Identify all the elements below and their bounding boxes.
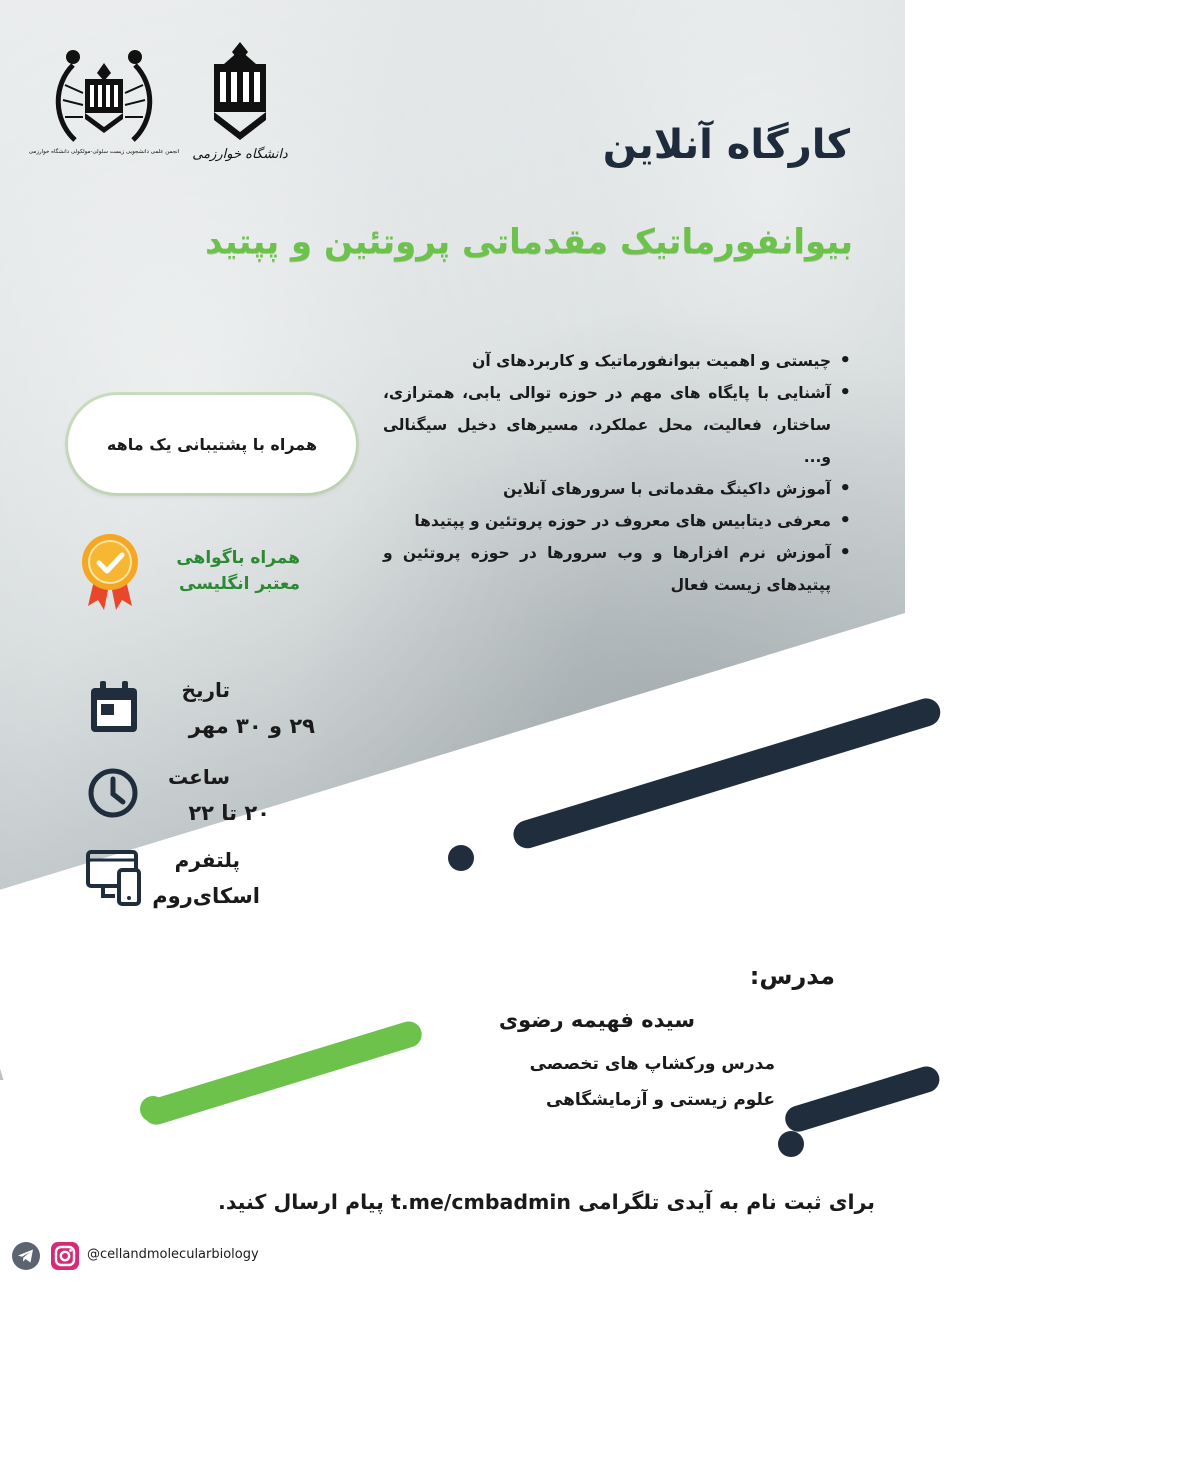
association-logo bbox=[28, 45, 180, 170]
university-logo-caption: دانشگاه خوارزمی bbox=[192, 147, 288, 162]
decorative-dot bbox=[140, 1096, 166, 1122]
platform-value: اسکای‌روم bbox=[152, 884, 260, 908]
page-subtitle: بیوانفورماتیک مقدماتی پروتئین و پپتید bbox=[205, 222, 853, 262]
clock-icon bbox=[85, 765, 145, 825]
decorative-dot bbox=[778, 1131, 804, 1157]
instagram-handle[interactable]: @cellandmolecularbiology bbox=[87, 1247, 259, 1262]
certificate-badge-icon bbox=[80, 532, 140, 612]
platform-label: پلتفرم bbox=[174, 848, 240, 872]
topic-item: • چیستی و اهمیت بیوانفورماتیک و کاربردهای آن bbox=[383, 345, 853, 377]
date-label: تاریخ bbox=[181, 678, 230, 702]
calendar-icon bbox=[85, 678, 145, 738]
certificate-line-1: همراه باگواهی bbox=[176, 548, 300, 568]
decorative-dot bbox=[448, 845, 474, 871]
topic-item: • آموزش داکینگ مقدماتی با سرورهای آنلاین bbox=[383, 473, 853, 505]
certificate-text bbox=[140, 545, 300, 597]
instagram-icon[interactable] bbox=[50, 1241, 80, 1271]
date-info bbox=[85, 678, 345, 758]
instructor-description bbox=[530, 1046, 775, 1118]
instructor-desc-line-1: مدرس ورکشاپ های تخصصی bbox=[529, 1054, 775, 1074]
time-label: ساعت bbox=[167, 765, 230, 789]
topic-item: • آموزش نرم افزارها و وب سرورها در حوزه پروتئین و پپتیدهای زیست فعال bbox=[383, 537, 853, 601]
time-info bbox=[85, 765, 345, 845]
topics-list bbox=[383, 345, 853, 601]
registration-text: برای ثبت نام به آیدی تلگرامی t.me/cmbadmin پیام ارسال کنید. bbox=[218, 1190, 875, 1214]
support-text: همراه با پشتیبانی یک ماهه bbox=[106, 434, 318, 454]
university-logo bbox=[192, 42, 288, 167]
instructor-label: مدرس: bbox=[749, 962, 835, 990]
association-logo-caption: انجمن علمی دانشجویی زیست سلولی-مولکولی دانشگاه خوارزمی bbox=[28, 149, 180, 155]
instructor-name: سیده فهیمه رضوی bbox=[498, 1008, 695, 1032]
telegram-icon[interactable] bbox=[12, 1242, 40, 1270]
date-value: ۲۹ و ۳۰ مهر bbox=[188, 714, 315, 738]
time-value: ۲۰ تا ۲۲ bbox=[188, 801, 270, 825]
platform-info bbox=[85, 848, 345, 928]
devices-icon bbox=[85, 848, 145, 908]
topic-item: • معرفی دیتابیس های معروف در حوزه پروتئین و پپتیدها bbox=[383, 505, 853, 537]
certificate-line-2: معتبر انگلیسی bbox=[179, 574, 300, 594]
page-title: کارگاه آنلاین bbox=[602, 122, 850, 168]
topic-item: • آشنایی با پایگاه های مهم در حوزه توالی یابی، همترازی، ساختار، فعالیت، محل عملکرد، مسیرهای دخیل سیگنالی و... bbox=[383, 377, 853, 473]
instructor-desc-line-2: علوم زیستی و آزمایشگاهی bbox=[545, 1090, 775, 1110]
support-badge bbox=[68, 395, 356, 493]
